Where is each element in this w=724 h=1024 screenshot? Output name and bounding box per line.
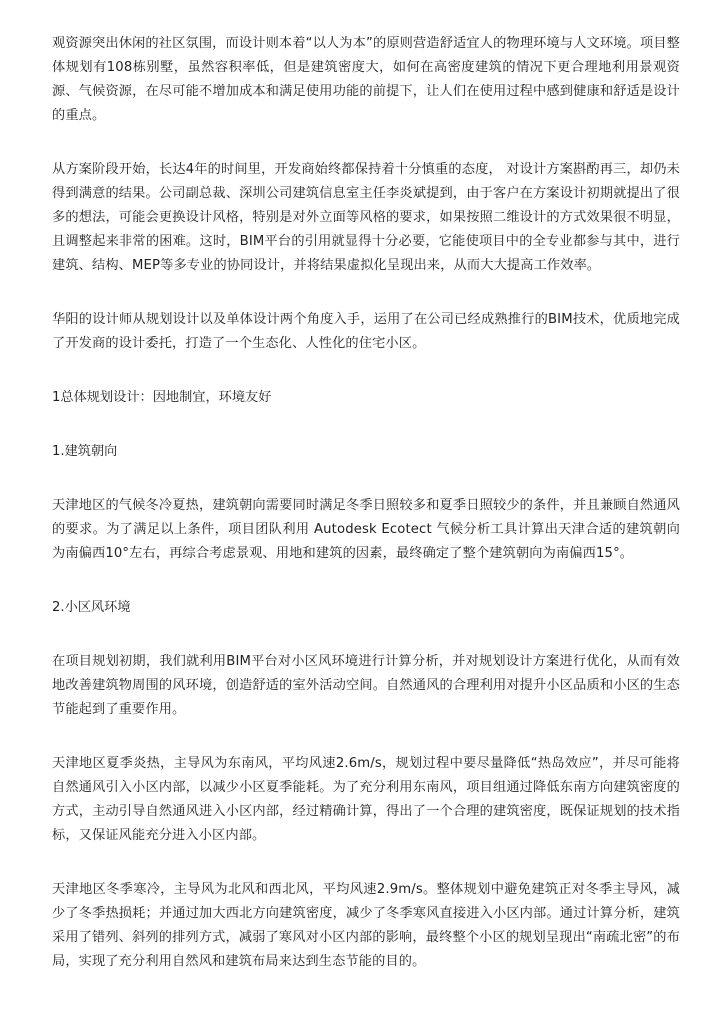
paragraph-design-process: 从方案阶段开始，长达4年的时间里，开发商始终都保持着十分慎重的态度， 对设计方案斟酌再三，却仍未得到满意的结果。公司副总裁、深圳公司建筑信息室主任李炎斌提到，由于客户在方案设计初期就提出了很多的想法，可能会更换设计风格，特别是对外立面等风格的要求，如果按照二维设计的方式效果很不明显，且调整起来非常的困难。这时，BIM平台的引用就显得十分必要，它能使项目中的全专业都参与其中，进行建筑、结构、MEP等多专业的协同设计，并将结果虚拟化呈现出来，从而大大提高工作效率。	[52, 162, 680, 273]
paragraph-orientation: 天津地区的气候冬冷夏热，建筑朝向需要同时满足冬季日照较多和夏季日照较少的条件，并且兼顾自然通风的要求。为了满足以上条件，项目团队利用 Autodesk Ecotect 气候分析工具计算出天津合适的建筑朝向为南偏西10°左右，再综合考虑景观、用地和建筑的因素，最终确定了整个建筑朝向为南偏西15°。	[52, 498, 680, 561]
paragraph-wind-analysis: 在项目规划初期，我们就利用BIM平台对小区风环境进行计算分析，并对规划设计方案进行优化，从而有效地改善建筑物周围的风环境，创造舒适的室外活动空间。自然通风的合理利用对提升小区品质和小区的生态节能起到了重要作用。	[52, 654, 680, 717]
paragraph-intro: 观资源突出休闲的社区氛围，而设计则本着“以人为本”的原则营造舒适宜人的物理环境与人文环境。项目整体规划有108栋别墅，虽然容积率低，但是建筑密度大，如何在高密度建筑的情况下更合理地利用景观资源、气候资源，在尽可能不增加成本和满足使用功能的前提下，让人们在使用过程中感到健康和舒适是设计的重点。	[52, 36, 680, 123]
subheading-building-orientation: 1.建筑朝向	[52, 444, 118, 459]
paragraph-summer-wind: 天津地区夏季炎热，主导风为东南风，平均风速2.6m/s，规划过程中要尽量降低“热岛效应”，并尽可能将自然通风引入小区内部，以减少小区夏季能耗。为了充分利用东南风，项目组通过降低东南方向建筑密度的方式，主动引导自然通风进入小区内部，经过精确计算，得出了一个合理的建筑密度，既保证规划的技术指标，又保证风能充分进入小区内部。	[52, 756, 680, 843]
spacer	[52, 128, 680, 158]
subheading-wind-environment: 2.小区风环境	[52, 600, 131, 615]
spacer	[52, 566, 680, 596]
document-page	[52, 32, 680, 974]
spacer	[52, 278, 680, 308]
paragraph-bim-approach: 华阳的设计师从规划设计以及单体设计两个角度入手，运用了在公司已经成熟推行的BIM技术，优质地完成了开发商的设计委托，打造了一个生态化、人性化的住宅小区。	[52, 312, 680, 351]
spacer	[52, 410, 680, 440]
paragraph-winter-wind: 天津地区冬季寒冷，主导风为北风和西北风，平均风速2.9m/s。整体规划中避免建筑正对冬季主导风，减少了冬季热损耗；并通过加大西北方向建筑密度，减少了冬季寒风直接进入小区内部。通过计算分析，建筑采用了错列、斜列的排列方式，减弱了寒风对小区内部的影响，最终整个小区的规划呈现出“南疏北密”的布局，实现了充分利用自然风和建筑布局来达到生态节能的目的。	[52, 882, 680, 969]
spacer	[52, 464, 680, 494]
section-heading-overall-planning: 1总体规划设计：因地制宜，环境友好	[52, 390, 272, 405]
spacer	[52, 722, 680, 752]
spacer	[52, 848, 680, 878]
spacer	[52, 620, 680, 650]
spacer	[52, 356, 680, 386]
